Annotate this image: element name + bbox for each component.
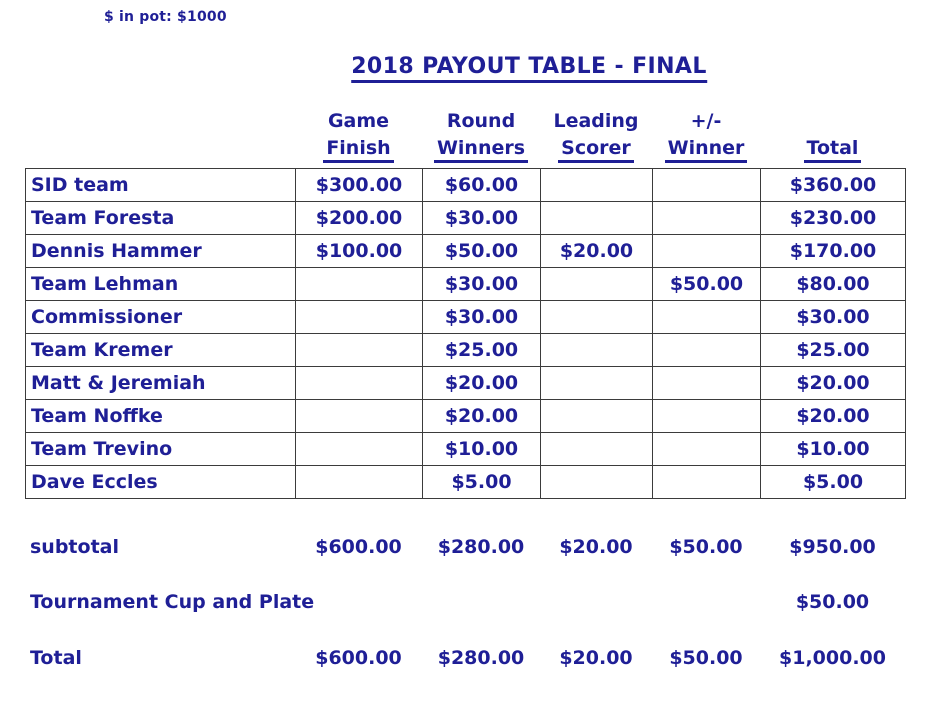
amount-cell (541, 301, 653, 334)
amount-cell (541, 466, 653, 499)
table-row (26, 334, 906, 367)
team-name-cell: Team Lehman (26, 268, 296, 301)
amount-cell: $30.00 (423, 268, 541, 301)
cup-and-plate-row (25, 591, 905, 614)
table-row (26, 169, 906, 202)
amount-cell: $50.00 (423, 235, 541, 268)
team-name-cell: Team Trevino (26, 433, 296, 466)
amount-cell (653, 235, 761, 268)
header-team (25, 108, 295, 162)
amount-cell (541, 433, 653, 466)
subtotal-leading-scorer: $20.00 (559, 536, 633, 558)
table-row (26, 202, 906, 235)
cup-and-plate-label: Tournament Cup and Plate (30, 591, 315, 613)
team-name-cell: Team Kremer (26, 334, 296, 367)
amount-cell (541, 268, 653, 301)
total-cell: $20.00 (761, 400, 906, 433)
grand-total-row (25, 647, 905, 670)
amount-cell: $30.00 (423, 202, 541, 235)
amount-cell: $25.00 (423, 334, 541, 367)
amount-cell (653, 334, 761, 367)
team-name-cell: Dennis Hammer (26, 235, 296, 268)
amount-cell (541, 367, 653, 400)
amount-cell: $5.00 (423, 466, 541, 499)
table-row (26, 301, 906, 334)
grand-total-game-finish: $600.00 (315, 647, 402, 669)
amount-cell (653, 367, 761, 400)
amount-cell (296, 334, 423, 367)
amount-cell (541, 334, 653, 367)
amount-cell (653, 433, 761, 466)
amount-cell: $30.00 (423, 301, 541, 334)
column-headers (25, 108, 905, 162)
amount-cell (653, 169, 761, 202)
grand-total-round-winners: $280.00 (437, 647, 525, 669)
total-cell: $80.00 (761, 268, 906, 301)
table-row (26, 367, 906, 400)
total-cell: $20.00 (761, 367, 906, 400)
amount-cell: $20.00 (423, 367, 541, 400)
payout-table (25, 168, 906, 499)
cup-and-plate-total: $50.00 (795, 591, 870, 613)
grand-total-label: Total (30, 647, 82, 669)
amount-cell: $50.00 (653, 268, 761, 301)
table-row (26, 433, 906, 466)
subtotal-total: $950.00 (789, 536, 876, 558)
amount-cell (653, 466, 761, 499)
grand-total-leading-scorer: $20.00 (559, 647, 633, 669)
amount-cell: $300.00 (296, 169, 423, 202)
subtotal-row (25, 536, 905, 559)
table-row (26, 466, 906, 499)
subtotal-round-winners: $280.00 (437, 536, 525, 558)
amount-cell: $10.00 (423, 433, 541, 466)
total-cell: $170.00 (761, 235, 906, 268)
header-game-finish: Game Finish (295, 108, 422, 162)
header-round-winners: Round Winners (422, 108, 540, 162)
table-row (26, 400, 906, 433)
pot-amount-label: $ in pot: $1000 (104, 9, 227, 25)
amount-cell (541, 400, 653, 433)
total-cell: $25.00 (761, 334, 906, 367)
amount-cell (653, 400, 761, 433)
amount-cell (541, 202, 653, 235)
grand-total-amount: $1,000.00 (779, 647, 886, 669)
subtotal-label: subtotal (30, 536, 119, 558)
header-total: Total (760, 108, 905, 162)
grand-total-plus-minus-winner: $50.00 (669, 647, 743, 669)
header-plus-minus-winner: +/- Winner (652, 108, 760, 162)
amount-cell (296, 433, 423, 466)
amount-cell (296, 466, 423, 499)
amount-cell (653, 301, 761, 334)
amount-cell: $20.00 (541, 235, 653, 268)
subtotal-plus-minus-winner: $50.00 (669, 536, 743, 558)
subtotal-game-finish: $600.00 (315, 536, 402, 558)
amount-cell (296, 400, 423, 433)
amount-cell (296, 301, 423, 334)
header-leading-scorer: Leading Scorer (540, 108, 652, 162)
team-name-cell: Matt & Jeremiah (26, 367, 296, 400)
page-title: 2018 PAYOUT TABLE - FINAL (351, 54, 707, 83)
total-cell: $230.00 (761, 202, 906, 235)
team-name-cell: SID team (26, 169, 296, 202)
amount-cell: $100.00 (296, 235, 423, 268)
amount-cell (296, 268, 423, 301)
team-name-cell: Team Foresta (26, 202, 296, 235)
total-cell: $30.00 (761, 301, 906, 334)
total-cell: $5.00 (761, 466, 906, 499)
amount-cell: $200.00 (296, 202, 423, 235)
amount-cell (296, 367, 423, 400)
amount-cell: $60.00 (423, 169, 541, 202)
table-row (26, 235, 906, 268)
amount-cell: $20.00 (423, 400, 541, 433)
total-cell: $10.00 (761, 433, 906, 466)
amount-cell (541, 169, 653, 202)
table-row (26, 268, 906, 301)
total-cell: $360.00 (761, 169, 906, 202)
team-name-cell: Dave Eccles (26, 466, 296, 499)
team-name-cell: Team Noffke (26, 400, 296, 433)
amount-cell (653, 202, 761, 235)
team-name-cell: Commissioner (26, 301, 296, 334)
